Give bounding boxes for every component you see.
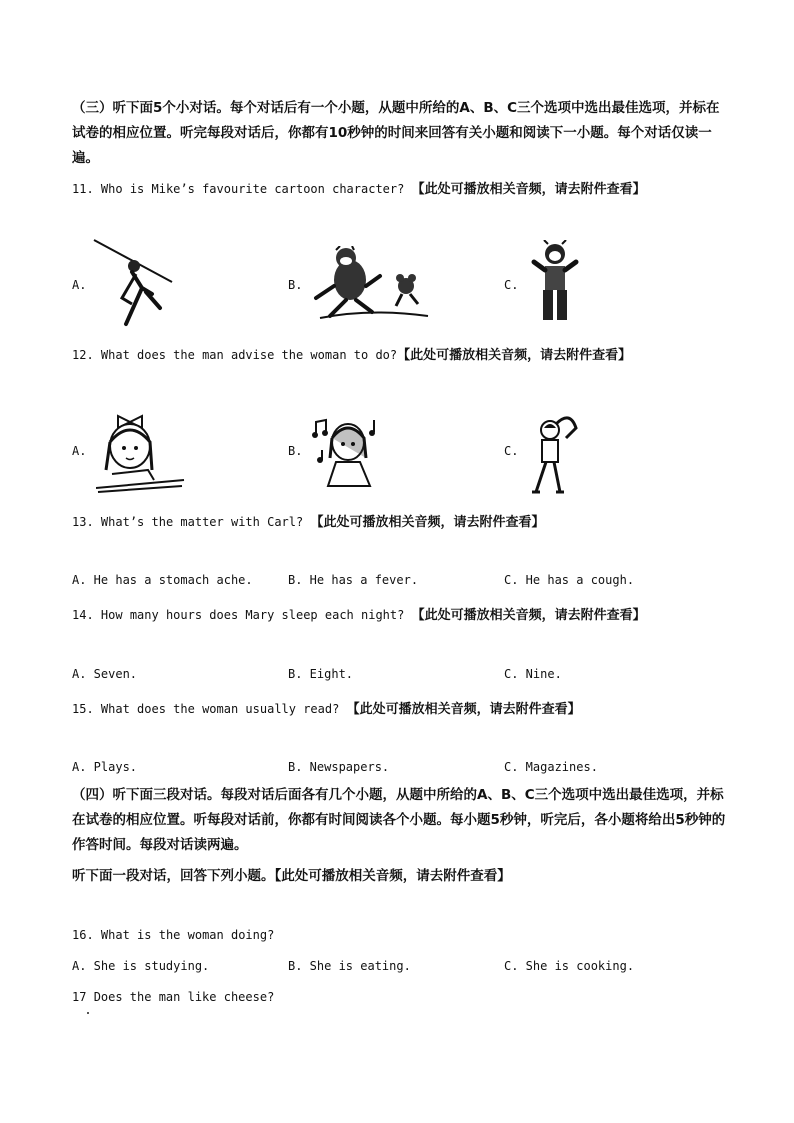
option-label-c: C.: [504, 278, 519, 292]
option-c[interactable]: C. He has a cough.: [504, 573, 635, 587]
audio-note[interactable]: 【此处可播放相关音频，请去附件查看】: [411, 182, 646, 197]
question-17: [72, 990, 274, 1004]
section-4-instructions: （四）听下面三段对话。每段对话后面各有几个小题，从题中所给的A、B、C三个选项中选出最佳选项，并标在试卷的相应位置。听每段对话前，你都有时间阅读各个小题。每小题5秒钟，听完后，各小题将给出5秒钟的作答时间。每段对话读两遍。: [72, 787, 726, 853]
dialogue-instruction: [72, 864, 511, 884]
option-label-c: C.: [504, 444, 519, 458]
question-text: Does the man like cheese?: [93, 990, 275, 1004]
option-a[interactable]: A. Plays.: [72, 760, 138, 774]
option-a[interactable]: A. She is studying.: [72, 959, 210, 973]
option-c[interactable]: C. She is cooking.: [504, 959, 635, 973]
option-b[interactable]: B. She is eating.: [288, 959, 411, 973]
option-label-b: B.: [288, 444, 303, 458]
option-label-a: A.: [72, 444, 87, 458]
audio-note[interactable]: 【此处可播放相关音频，请去附件查看】: [411, 608, 646, 623]
audio-note[interactable]: 【此处可播放相关音频，请去附件查看】: [346, 702, 581, 717]
question-11: [72, 178, 646, 197]
astro-boy-picture[interactable]: [528, 240, 582, 324]
option-a[interactable]: A. He has a stomach ache.: [72, 573, 253, 587]
question-14: [72, 604, 646, 623]
audio-note[interactable]: 【此处可播放相关音频，请去附件查看】: [274, 868, 511, 884]
option-label-b: B.: [288, 278, 303, 292]
question-number: 17: [72, 990, 87, 1004]
question-13: [72, 511, 544, 530]
question-number: 15.: [72, 702, 94, 716]
question-number: 11.: [72, 182, 94, 196]
audio-note[interactable]: 【此处可播放相关音频，请去附件查看】: [397, 348, 632, 363]
audio-note[interactable]: 【此处可播放相关音频，请去附件查看】: [310, 515, 545, 530]
option-a[interactable]: A. Seven.: [72, 667, 138, 681]
option-c[interactable]: C. Nine.: [504, 667, 562, 681]
girl-listening-music-picture[interactable]: [312, 416, 382, 488]
scan-speck: [87, 1012, 89, 1014]
question-12: [72, 344, 631, 363]
spiderman-cartoon-picture[interactable]: [92, 238, 176, 330]
question-text: What does the woman usually read?: [100, 702, 340, 716]
girl-studying-picture[interactable]: [96, 408, 186, 494]
question-number: 14.: [72, 608, 94, 622]
option-c[interactable]: C. Magazines.: [504, 760, 598, 774]
question-16: [72, 928, 274, 942]
question-number: 13.: [72, 515, 94, 529]
option-b[interactable]: B. Newspapers.: [288, 760, 390, 774]
question-15: [72, 698, 581, 717]
tom-and-jerry-picture[interactable]: [310, 246, 430, 322]
question-number: 12.: [72, 348, 94, 362]
question-text: Who is Mike’s favourite cartoon character?: [100, 182, 405, 196]
boy-exercising-picture[interactable]: [526, 410, 582, 496]
option-b[interactable]: B. Eight.: [288, 667, 354, 681]
question-text: How many hours does Mary sleep each night?: [100, 608, 405, 622]
option-label-a: A.: [72, 278, 87, 292]
question-text: What does the man advise the woman to do?: [100, 348, 398, 362]
option-b[interactable]: B. He has a fever.: [288, 573, 419, 587]
section-3-instructions: （三）听下面5个小对话。每个对话后有一个小题，从题中所给的A、B、C三个选项中选出最佳选项，并标在试卷的相应位置。听完每段对话后，你都有10秒钟的时间来回答有关小题和阅读下一小题。每个对话仅读一遍。: [72, 100, 720, 166]
question-text: What’s the matter with Carl?: [100, 515, 304, 529]
question-text: What is the woman doing?: [100, 928, 275, 942]
question-number: 16.: [72, 928, 94, 942]
instruction-text: 听下面一段对话，回答下列小题。: [72, 868, 275, 884]
